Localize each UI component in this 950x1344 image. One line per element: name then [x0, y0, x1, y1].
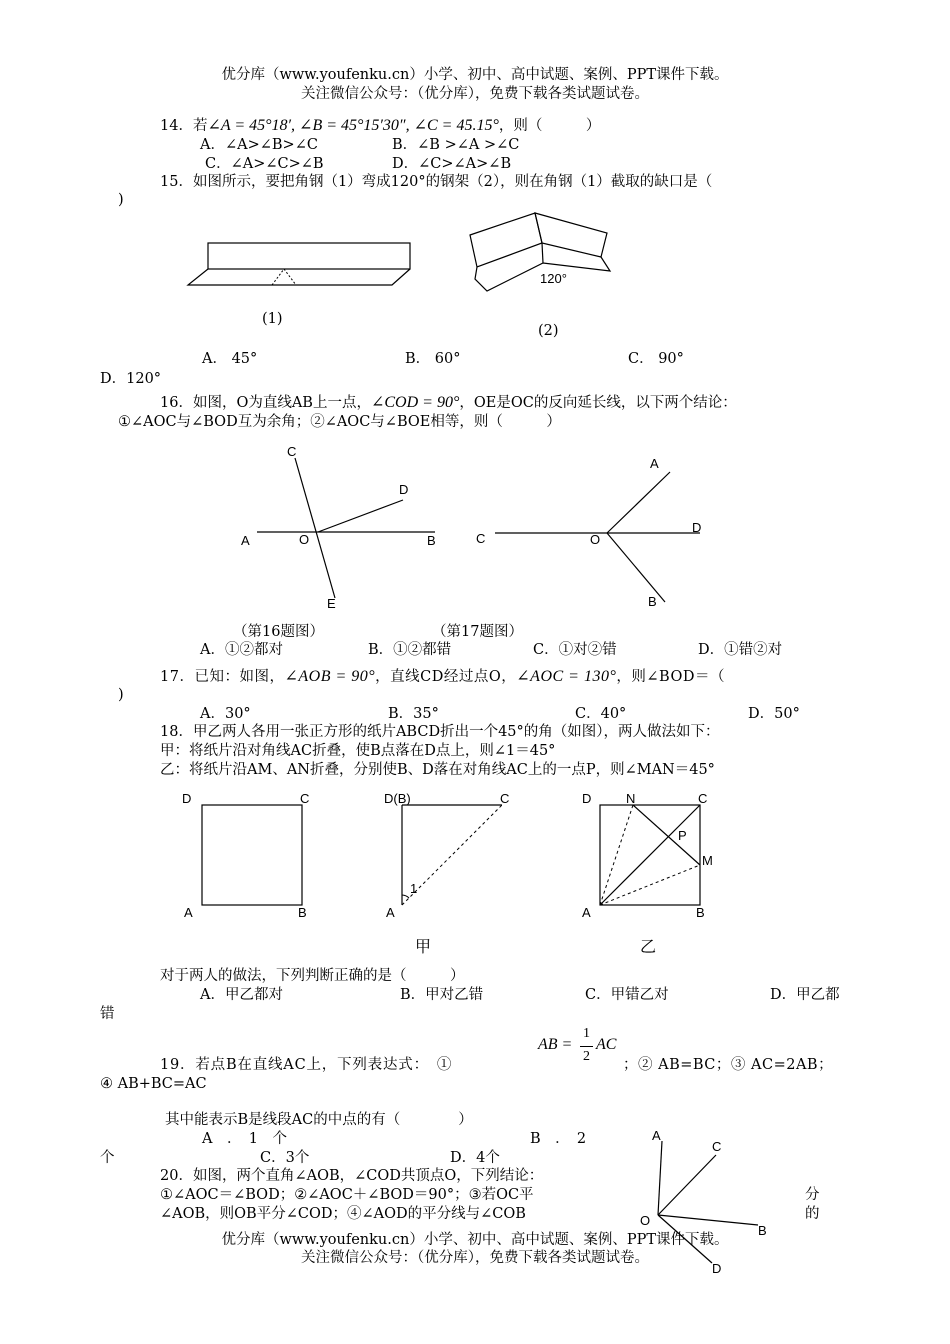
- q14-option-c: C．∠A>∠C>∠B: [205, 156, 324, 172]
- q16-label-b: B: [427, 533, 436, 548]
- q15-figure-1-label: (1): [262, 311, 283, 327]
- q17-option-b: B．35°: [388, 706, 439, 722]
- q16-expression: ∠COD = 90°: [370, 394, 460, 411]
- q17-option-d: D．50°: [748, 706, 800, 722]
- q14-stem: [160, 117, 600, 135]
- q17-figure-caption: （第17题图）: [432, 624, 523, 640]
- q16-label-d: D: [399, 482, 409, 497]
- q17-label-o: O: [590, 532, 601, 547]
- header-line-1: 优分库（www.youfenku.cn）小学、初中、高中试题、案例、PPT课件下载。: [221, 67, 729, 83]
- q16-stem-2: ①∠AOC与∠BOD互为余角；②∠AOC与∠BOE相等，则（ ）: [118, 414, 561, 430]
- q19-stem-1b: ；② AB=BC；③ AC=2AB；: [623, 1057, 834, 1073]
- q20-stem-2-right: 分: [805, 1187, 820, 1203]
- q14-option-d: D．∠C>∠A>∠B: [392, 156, 512, 172]
- q18-option-a: A．甲乙都对: [200, 987, 283, 1003]
- q17-label-c: C: [476, 531, 486, 546]
- q20-stem-3-right: 的: [805, 1206, 820, 1222]
- q18-sq3-label-m: M: [702, 853, 713, 868]
- q19-frac-numerator: 1: [583, 1026, 590, 1041]
- q18-sq3-label-n: N: [626, 791, 636, 806]
- q18-option-c: C．甲错乙对: [585, 987, 669, 1003]
- q20-label-o: O: [640, 1213, 651, 1228]
- q19-option-a: A ． 1 个: [202, 1131, 287, 1147]
- q20-stem-3: ∠AOB，则OB平分∠COD；④∠AOD的平分线与∠COB: [160, 1206, 526, 1222]
- q16-figure-caption: （第16题图）: [233, 624, 324, 640]
- q17-option-c: C．40°: [575, 706, 627, 722]
- q19-frac-left: AB =: [538, 1036, 573, 1053]
- q19-frac-bar: [580, 1046, 593, 1047]
- q18-sq3-label-p: P: [678, 828, 687, 843]
- q17-stem-2: ): [118, 687, 124, 703]
- q19-option-c: C．3个: [260, 1150, 310, 1166]
- q18-option-d: D．甲乙都: [770, 987, 840, 1003]
- q19-frac-denominator: 2: [583, 1049, 590, 1064]
- q18-sq1-label-b: B: [298, 905, 307, 920]
- q15-angle-label: 120°: [540, 271, 567, 286]
- q18-sq3-label-c: C: [698, 791, 708, 806]
- q17-stem-1: [160, 668, 725, 686]
- q16-option-a: A．①②都对: [200, 642, 283, 658]
- q16-option-d: D．①错②对: [698, 642, 783, 658]
- q15-option-b: B． 60°: [405, 351, 461, 367]
- q16-stem-1b: ，OE是OC的反向延长线，以下两个结论：: [459, 395, 737, 411]
- q17-figure: [470, 450, 720, 615]
- q20-stem-1: 20．如图，两个直角∠AOB，∠COD共顶点O，下列结论：: [160, 1168, 544, 1184]
- q18-sq3-label-d: D: [582, 791, 592, 806]
- q17-label-b: B: [648, 594, 657, 609]
- q16-label-a: A: [241, 533, 250, 548]
- q17-option-a: A．30°: [200, 706, 251, 722]
- q14-option-b: B．∠B >∠A >∠C: [392, 137, 520, 153]
- header-line-2: 关注微信公众号：（优分库），免费下载各类试题试卷。: [301, 86, 649, 102]
- q17-label-a: A: [650, 456, 659, 471]
- q16-option-c: C．①对②错: [533, 642, 617, 658]
- q20-label-b: B: [758, 1223, 767, 1238]
- q17-stem-1a: 17．已知：如图，: [160, 669, 285, 685]
- q18-option-b: B．甲对乙错: [400, 987, 484, 1003]
- q18-option-d-wrap: 错: [100, 1006, 115, 1022]
- q18-sq2-label-c: C: [500, 791, 510, 806]
- q16-stem-1: [160, 394, 737, 412]
- q20-label-d: D: [712, 1261, 722, 1276]
- q16-stem-1a: 16．如图，O为直线AB上一点，: [160, 395, 371, 411]
- q16-option-b: B．①②都错: [368, 642, 452, 658]
- q19-option-d: D．4个: [450, 1150, 500, 1166]
- q18-sq2-label-angle-1: 1: [410, 881, 418, 896]
- q14-number: 14．若: [160, 118, 208, 134]
- q18-figure-jia: [382, 785, 522, 925]
- q17-stem-1b: ，直线CD经过点O，: [375, 669, 517, 685]
- q19-option-b: B ． 2: [530, 1131, 587, 1147]
- q15-option-a: A． 45°: [202, 351, 258, 367]
- q18-sq1-label-a: A: [184, 905, 193, 920]
- q15-figure-2-label: (2): [538, 323, 559, 339]
- q14-tail: ，则（ ）: [498, 118, 601, 134]
- q18-sq3-label-b: B: [696, 905, 705, 920]
- q19-stem-2: ④ AB+BC=AC: [100, 1076, 207, 1092]
- q20-label-c: C: [712, 1139, 722, 1154]
- q18-yi-label: 乙: [640, 937, 657, 956]
- q18-jia-label: 甲: [415, 937, 432, 956]
- q18-sq2-label-a: A: [386, 905, 395, 920]
- q18-stem-3: 乙：将纸片沿AM、AN折叠，分别使B、D落在对角线AC上的一点P，则∠MAN＝45°: [160, 762, 715, 778]
- q16-label-c: C: [287, 444, 297, 459]
- q18-stem-2: 甲：将纸片沿对角线AC折叠，使B点落在D点上，则∠1＝45°: [160, 743, 556, 759]
- q18-figure-square: [180, 785, 320, 925]
- q18-sq2-label-db: D(B): [384, 791, 411, 806]
- q17-label-d: D: [692, 520, 702, 535]
- q15-figure-1-angle-steel: [180, 235, 420, 295]
- q15-stem-2: ): [118, 192, 124, 208]
- q20-stem-2: ①∠AOC＝∠BOD；②∠AOC＋∠BOD＝90°；③若OC平: [160, 1187, 534, 1203]
- q17-expression-1: ∠AOB = 90°: [284, 668, 376, 685]
- q18-sq1-label-c: C: [300, 791, 310, 806]
- q16-label-o: O: [299, 532, 310, 547]
- q19-stem-1: 19．若点B在直线AC上，下列表达式： ①: [160, 1057, 453, 1073]
- q18-figure-yi: [578, 785, 728, 925]
- q15-option-c: C． 90°: [628, 351, 684, 367]
- q14-option-a: A．∠A>∠B>∠C: [200, 137, 318, 153]
- q16-label-e: E: [327, 596, 336, 611]
- q19-option-b-wrap: 个: [100, 1150, 115, 1166]
- q20-label-a: A: [652, 1128, 661, 1143]
- q15-option-d: D．120°: [100, 371, 162, 387]
- q16-figure: [235, 440, 465, 615]
- q18-stem-1: 18．甲乙两人各用一张正方形的纸片ABCD折出一个45°的角（如图），两人做法如下：: [160, 724, 720, 740]
- q19-stem-3: 其中能表示B是线段AC的中点的有（ ）: [165, 1112, 473, 1128]
- footer-line-1: 优分库（www.youfenku.cn）小学、初中、高中试题、案例、PPT课件下载。: [221, 1232, 729, 1248]
- q18-sq3-label-a: A: [582, 905, 591, 920]
- q14-expression: ∠A = 45°18′, ∠B = 45°15′30″, ∠C = 45.15°: [207, 117, 499, 134]
- footer-line-2: 关注微信公众号：（优分库），免费下载各类试题试卷。: [301, 1250, 649, 1266]
- q18-sq1-label-d: D: [182, 791, 192, 806]
- q15-stem-1: 15．如图所示，要把角钢（1）弯成120°的钢架（2），则在角钢（1）截取的缺口是（: [160, 174, 713, 190]
- q19-frac-right: AC: [596, 1036, 617, 1053]
- q17-stem-1c: ，则∠BOD＝（: [616, 669, 725, 685]
- q17-expression-2: ∠AOC = 130°: [516, 668, 617, 685]
- q18-stem-4: 对于两人的做法，下列判断正确的是（ ）: [160, 968, 465, 984]
